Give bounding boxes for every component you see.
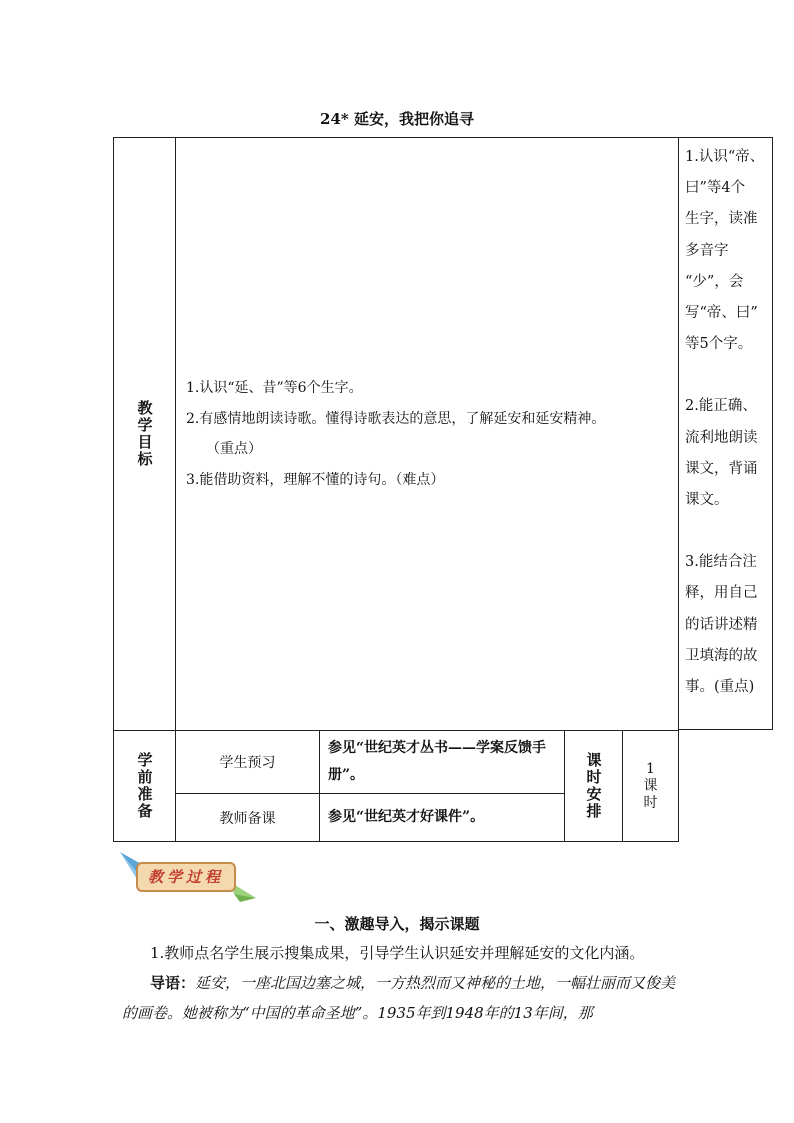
side-line: 1.认识“帝、: [685, 149, 765, 165]
side-line: 生字，读准: [685, 211, 758, 228]
prep-row-name: 学生预习: [176, 731, 320, 794]
side-line: 等5个字。: [685, 336, 753, 353]
side-line: 课文，背诵: [685, 460, 758, 477]
objectives-label-cell: [114, 138, 176, 731]
side-gap: [685, 516, 766, 547]
prep-row-name: 教师备课: [176, 794, 320, 842]
objective-item: 3.能借助资料，理解不懂的诗句。（难点）: [186, 471, 445, 488]
prep-row-content: 参见“世纪英才好课件”。: [320, 794, 565, 842]
intro-text: 延安，一座北国边塞之城，一方热烈而又神秘的土地，一幅壮丽而又俊美的画卷。她被称为“中国的革命圣地”。1935年到1948年的13年间，那: [122, 974, 676, 1022]
preparation-label-cell: [114, 731, 176, 842]
section-heading: 一、激趣导入，揭示课题: [314, 915, 480, 933]
side-line: 多音字: [685, 242, 729, 259]
objective-item: （重点）: [206, 441, 262, 457]
prep-row-content: 参见“世纪英才丛书——学案反馈手册”。: [320, 731, 565, 794]
side-line: 写“帝、曰”: [685, 305, 758, 322]
schedule-value: 1课时: [643, 761, 658, 811]
paragraph: 1.教师点名学生展示搜集成果，引导学生认识延安并理解延安的文化内涵。: [150, 944, 645, 962]
side-line: 卫填海的故: [685, 647, 758, 664]
page-title: 24* 延安，我把你追寻: [320, 110, 474, 128]
side-objectives-column: [678, 137, 773, 730]
side-line: 3.能结合注: [685, 554, 757, 571]
objective-item: 1.认识“延、昔”等6个生字。: [186, 380, 363, 396]
intro-lead: 导语：: [150, 974, 196, 992]
preparation-label: 学前准备: [137, 751, 153, 820]
side-line: 2.能正确、: [685, 398, 757, 415]
objectives-label: 教学目标: [137, 399, 153, 468]
side-line: 课文。: [685, 492, 729, 509]
schedule-value-cell: [623, 731, 679, 842]
side-line: “少”，会: [685, 273, 744, 290]
side-line: 的话讲述精: [685, 616, 758, 633]
schedule-label: 课时安排: [586, 751, 602, 820]
side-line: 曰”等4个: [685, 180, 746, 197]
objectives-content: [176, 138, 679, 731]
schedule-label-cell: [565, 731, 623, 842]
side-line: 流利地朗读: [685, 429, 758, 446]
paragraph: [122, 968, 678, 1028]
side-line: 释，用自己: [685, 585, 758, 602]
process-badge: 教学过程: [136, 862, 236, 892]
objective-item: 2.有感情地朗读诗歌。懂得诗歌表达的意思，了解延安和延安精神。: [186, 410, 606, 427]
lesson-plan-table: [113, 137, 679, 842]
side-line: 事。(重点): [685, 679, 755, 696]
side-gap: [685, 360, 766, 391]
